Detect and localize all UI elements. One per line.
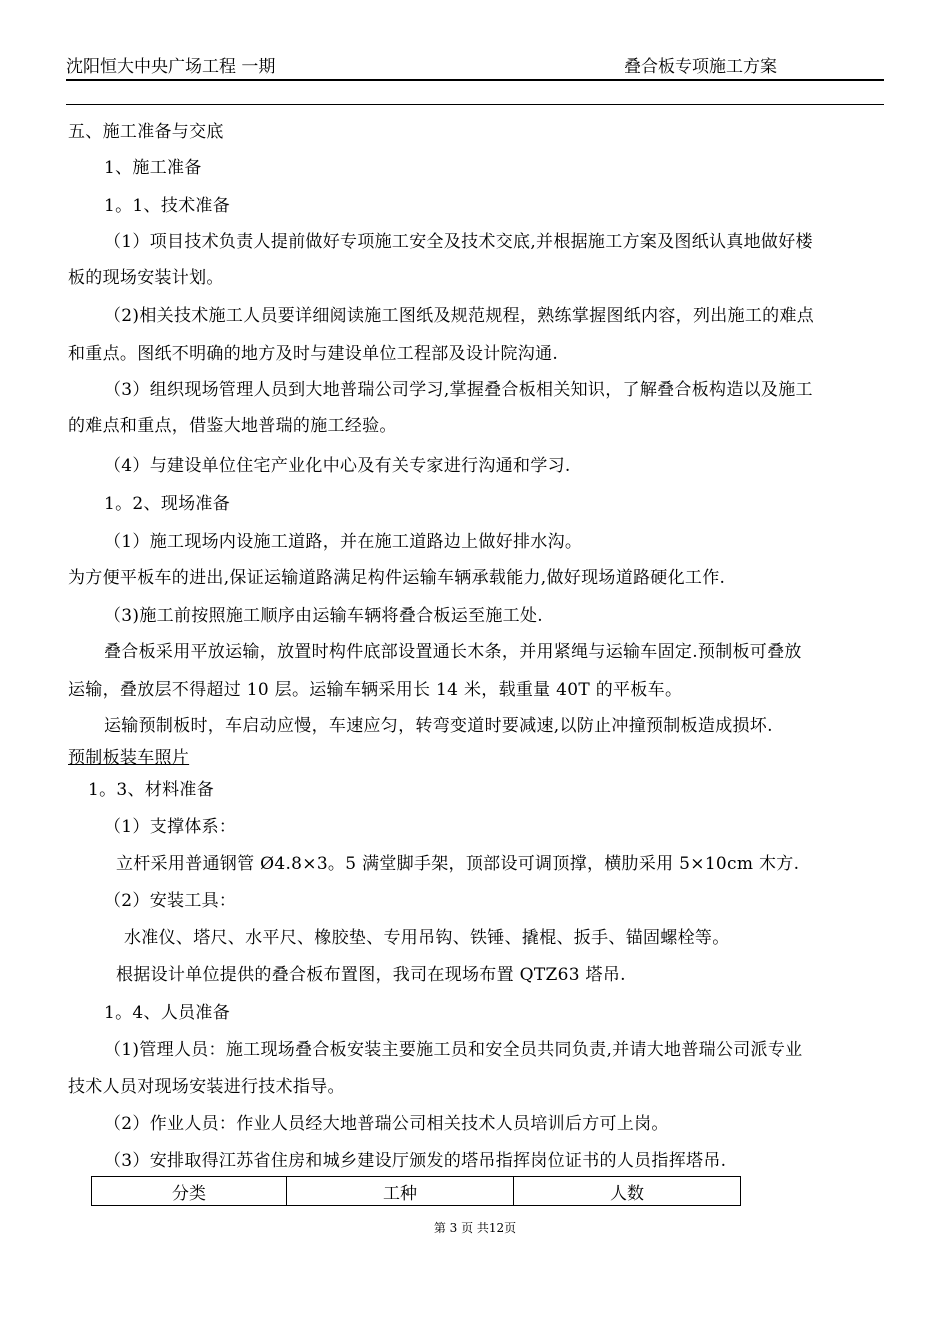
- paragraph-line: 叠合板采用平放运输，放置时构件底部设置通长木条，并用紧绳与运输车固定.预制板可叠放: [104, 642, 802, 662]
- paragraph-line: （2)相关技术施工人员要详细阅读施工图纸及规范规程，熟练掌握图纸内容，列出施工的难点: [104, 306, 815, 326]
- header-rule-thin: [66, 104, 884, 105]
- photo-caption: 预制板装车照片: [68, 748, 190, 768]
- subsection-heading: 1、施工准备: [104, 158, 202, 178]
- table-header-cell: 人数: [514, 1177, 741, 1206]
- header-doc-title: 叠合板专项施工方案: [624, 57, 777, 77]
- paragraph-line: （1）项目技术负责人提前做好专项施工安全及技术交底,并根据施工方案及图纸认真地做好楼: [104, 232, 813, 252]
- subsection-heading: 1。3、材料准备: [88, 780, 215, 800]
- paragraph-line: 的难点和重点，借鉴大地普瑞的施工经验。: [68, 416, 397, 436]
- table-header-cell: 分类: [92, 1177, 287, 1206]
- paragraph-line: （3)施工前按照施工顺序由运输车辆将叠合板运至施工处.: [104, 606, 543, 626]
- paragraph-line: （1)管理人员：施工现场叠合板安装主要施工员和安全员共同负责,并请大地普瑞公司派专业: [104, 1040, 803, 1060]
- paragraph-line: （2）作业人员：作业人员经大地普瑞公司相关技术人员培训后方可上岗。: [104, 1114, 669, 1134]
- paragraph-line: （3）组织现场管理人员到大地普瑞公司学习,掌握叠合板相关知识，了解叠合板构造以及施工: [104, 380, 813, 400]
- table-header-cell: 工种: [287, 1177, 514, 1206]
- paragraph-line: （3）安排取得江苏省住房和城乡建设厅颁发的塔吊指挥岗位证书的人员指挥塔吊.: [104, 1151, 727, 1171]
- paragraph-line: （4）与建设单位住宅产业化中心及有关专家进行沟通和学习.: [104, 456, 571, 476]
- paragraph-line: 水准仪、塔尺、水平尺、橡胶垫、专用吊钩、铁锤、撬棍、扳手、锚固螺栓等。: [124, 928, 730, 948]
- paragraph-line: 运输，叠放层不得超过 10 层。运输车辆采用长 14 米，载重量 40T 的平板车。: [68, 680, 683, 700]
- header-rule-thick: [66, 79, 884, 81]
- paragraph-line: （2）安装工具：: [104, 891, 237, 911]
- header-project: 沈阳恒大中央广场工程 一期: [66, 57, 276, 77]
- paragraph-line: 板的现场安装计划。: [68, 268, 224, 288]
- paragraph-line: 根据设计单位提供的叠合板布置图，我司在现场布置 QTZ63 塔吊.: [116, 965, 626, 985]
- subsection-heading: 1。2、现场准备: [104, 494, 231, 514]
- paragraph-line: 和重点。图纸不明确的地方及时与建设单位工程部及设计院沟通.: [68, 344, 559, 364]
- paragraph-line: 立杆采用普通钢管 Ø4.8×3。5 满堂脚手架，顶部设可调顶撑，横肋采用 5×10cm 木方.: [116, 854, 800, 874]
- paragraph-line: 技术人员对现场安装进行技术指导。: [68, 1077, 345, 1097]
- personnel-table: [91, 1176, 741, 1206]
- paragraph-line: （1）施工现场内设施工道路，并在施工道路边上做好排水沟。: [104, 532, 583, 552]
- table-header-row: [92, 1177, 741, 1206]
- subsection-heading: 1。4、人员准备: [104, 1003, 231, 1023]
- paragraph-line: 运输预制板时，车启动应慢，车速应匀，转弯变道时要减速,以防止冲撞预制板造成损坏.: [104, 716, 773, 736]
- paragraph-line: （1）支撑体系：: [104, 817, 237, 837]
- section-heading: 五、施工准备与交底: [68, 122, 224, 142]
- subsection-heading: 1。1、技术准备: [104, 196, 231, 216]
- page-number: 第 3 页 共12页: [433, 1221, 517, 1235]
- paragraph-line: 为方便平板车的进出,保证运输道路满足构件运输车辆承载能力,做好现场道路硬化工作.: [68, 568, 726, 588]
